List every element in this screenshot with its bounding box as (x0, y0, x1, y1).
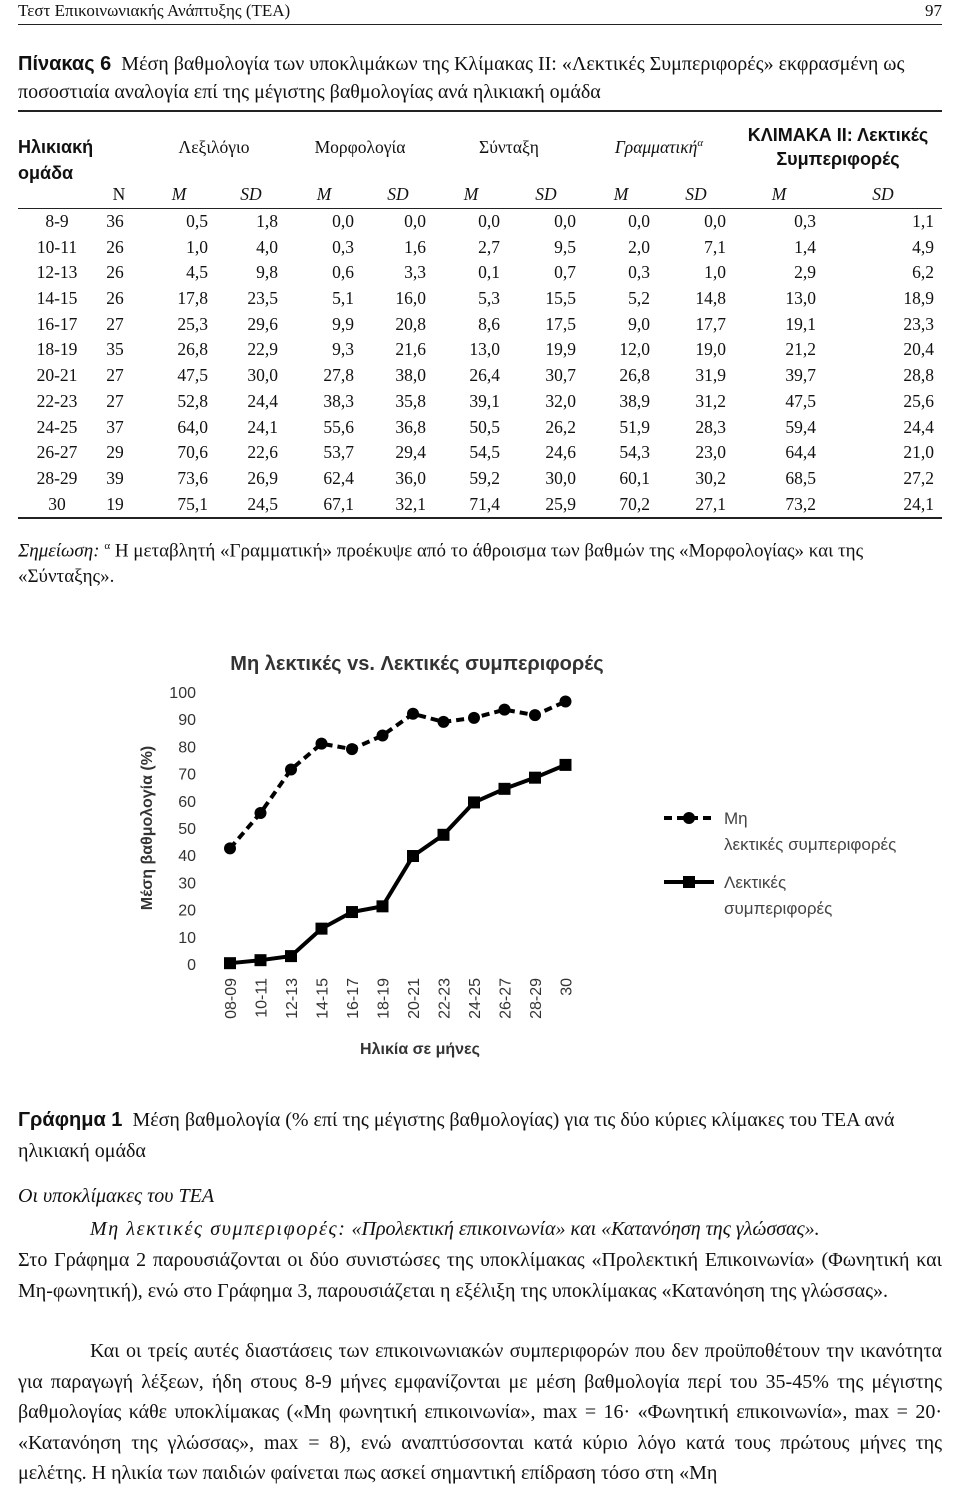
table-row: 18-19 35 26,8 22,9 9,3 21,6 13,0 19,9 12,0 19,0 21,2 20,4 (36, 339, 934, 360)
y-tick-label: 90 (178, 712, 196, 730)
y-tick-label: 10 (178, 929, 196, 947)
y-tick-label: 30 (178, 875, 196, 893)
table-row: 30 19 75,1 24,5 67,1 32,1 71,4 25,9 70,2 27,1 73,2 24,1 (18, 491, 942, 518)
line-chart (0, 640, 960, 1070)
legend-marker (683, 876, 695, 888)
table-row: 12-13 26 4,5 9,8 0,6 3,3 0,1 0,7 0,3 1,0 2,9 6,2 (36, 262, 934, 283)
x-tick-label: 18-19 (375, 978, 393, 1019)
y-tick-label: 0 (187, 957, 196, 974)
y-tick-label: 20 (178, 902, 196, 920)
subsection-line: Μη λεκτικές συμπεριφορές: «Προλεκτική επικοινωνία» και «Κατανόηση της γλώσσας». (18, 1214, 942, 1245)
group-header-grammar: Γραμματική$^\alpha$ (584, 111, 734, 182)
data-point (255, 954, 267, 966)
x-tick-label: 22-23 (436, 978, 454, 1019)
page-number: 97 (925, 1, 942, 20)
table-row: 26-27 29 70,6 22,6 53,7 29,4 54,5 24,6 54,3 23,0 64,4 21,0 (36, 442, 934, 463)
data-point (560, 759, 572, 771)
legend-marker (683, 812, 695, 824)
subheader-row: Ν M SD M SD M SD M SD M SD (18, 182, 942, 208)
section-heading: Οι υποκλίμακες του ΤΕΑ (18, 1185, 215, 1207)
data-point (377, 730, 389, 742)
group-header-morphology: Μορφολογία (286, 111, 434, 182)
x-tick-label: 08-09 (223, 978, 240, 1019)
figure-label: Γράφημα 1 (18, 1109, 123, 1131)
y-tick-label: 70 (178, 766, 196, 784)
table-row: 14-15 26 17,8 23,5 5,1 16,0 5,3 15,5 5,2 14,8 13,0 18,9 (36, 288, 934, 309)
y-tick-label: 40 (178, 848, 196, 866)
running-head (18, 0, 942, 25)
y-axis-label: Μέση βαθμολογία (%) (139, 745, 156, 911)
data-point (407, 850, 419, 862)
data-point (438, 716, 450, 728)
x-tick-label: 10-11 (253, 978, 271, 1018)
paragraph-2: Και οι τρείς αυτές διαστάσεις των επικοινωνιακών συμπεριφορών που δεν προϋποθέτουν την ικανότητα για παραγωγή λέξεων, ήδη στους 8-9 μήνες εμφανίζονται με μέση βαθμολογία περί του 35-45% της μέγιστης βαθμολογίας κάθε υποκλίμακας («Μη φωνητική επικοινωνία», max = 16· «Φωνητική επικοινωνία», max = 20· «Κατανόηση της γλώσσας», max = 8), ενώ αναπτύσσονται κατά κύριο λόγο κατά τους πρώτους μήνες της μελέτης. Η ηλικία των παιδιών φαίνεται πως ασκεί σημαντική επίδραση τόσο στη «Μη (18, 1340, 942, 1484)
data-point (468, 712, 480, 724)
x-tick-label: 30 (558, 978, 576, 996)
table-row: 20-21 27 47,5 30,0 27,8 38,0 26,4 30,7 26,8 31,9 39,7 28,8 (36, 365, 934, 386)
table-row: 24-25 37 64,0 24,1 55,6 36,8 50,5 26,2 51,9 28,3 59,4 24,4 (36, 416, 934, 437)
data-point (499, 783, 511, 795)
table-row: 10-11 26 1,0 4,0 0,3 1,6 2,7 9,5 2,0 7,1 1,4 4,9 (36, 236, 934, 257)
data-table (18, 110, 942, 519)
group-header-syntax: Σύνταξη (434, 111, 584, 182)
data-point (224, 842, 236, 854)
figure-caption (18, 1105, 942, 1167)
data-point (377, 900, 389, 912)
scale-header: ΚΛΙΜΑΚΑ ΙΙ: Λεκτικές Συμπεριφορές (734, 111, 942, 182)
paragraph-1: Στο Γράφημα 2 παρουσιάζονται οι δύο συνιστώσες της υποκλίμακας «Προλεκτική Επικοινωνία» (Φωνητική και Μη-φωνητική), ενώ στο Γράφημα 3, παρουσιάζεται η εξέλιξη της υποκλίμακας «Κατανόηση της γλώσσας». (18, 1249, 942, 1302)
table-row: 22-23 27 52,8 24,4 38,3 35,8 39,1 32,0 38,9 31,2 47,5 25,6 (36, 390, 934, 411)
data-point (560, 696, 572, 708)
x-axis-label: Ηλικία σε μήνες (360, 1041, 480, 1058)
data-point (529, 772, 541, 784)
legend-label: Μη λεκτικές συμπεριφορές (724, 809, 897, 854)
data-point (224, 957, 236, 969)
y-tick-label: 50 (178, 821, 196, 838)
figure-caption-text: Μέση βαθμολογία (% επί της μέγιστης βαθμολογίας) για τις δύο κύριες κλίμακες του ΤΕΑ ανά ηλικιακή ομάδα (18, 1109, 895, 1162)
y-tick-label: 80 (178, 739, 196, 757)
table-note: Σημείωση: $^\alpha$ Η μεταβλητή «Γραμματική» προέκυψε από το άθροισμα των βαθμών της «Μορφολογίας» και της «Σύνταξης». (18, 540, 864, 588)
data-point (346, 743, 358, 755)
running-head-title: Τεστ Επικοινωνιακής Ανάπτυξης (ΤΕΑ) (18, 1, 291, 20)
x-tick-label: 24-25 (467, 978, 484, 1019)
data-point (255, 807, 267, 819)
legend-label: Λεκτικές συμπεριφορές (724, 873, 833, 918)
x-tick-label: 12-13 (284, 978, 301, 1019)
x-tick-label: 26-27 (497, 978, 515, 1019)
group-header-lexicon: Λεξιλόγιο (142, 111, 286, 182)
data-point (407, 708, 419, 720)
table-label: Πίνακας 6 (18, 53, 112, 75)
data-point (499, 704, 511, 716)
age-group-header: Ηλικιακή ομάδα (18, 111, 96, 208)
x-tick-label: 16-17 (345, 978, 362, 1019)
x-tick-label: 20-21 (406, 978, 423, 1019)
y-tick-label: 60 (178, 793, 196, 811)
chart-title: Μη λεκτικές vs. Λεκτικές συμπεριφορές (230, 653, 604, 675)
x-tick-label: 28-29 (528, 978, 545, 1019)
data-point (438, 829, 450, 841)
series-line (230, 702, 566, 849)
table-row: 16-17 27 25,3 29,6 9,9 20,8 8,6 17,5 9,0 17,7 19,1 23,3 (36, 313, 934, 334)
data-point (316, 738, 328, 750)
table-row: 8-9 36 0,5 1,8 0,0 0,0 0,0 0,0 0,0 0,0 0,3 1,1 (45, 211, 934, 232)
data-point (346, 906, 358, 918)
table-row: 28-29 39 73,6 26,9 62,4 36,0 59,2 30,0 60,1 30,2 68,5 27,2 (36, 467, 934, 488)
subsection-heading: Μη λεκτικές συμπεριφορές: (90, 1218, 347, 1240)
data-point (285, 764, 297, 776)
table-caption (18, 50, 942, 106)
series-line (230, 765, 566, 963)
data-point (529, 709, 541, 721)
data-point (316, 923, 328, 935)
table-caption-text: Μέση βαθμολογία των υποκλιμάκων της Κλίμακας ΙΙ: «Λεκτικές Συμπεριφορές» εκφρασμένη ως ποσοστιαία αναλογία επί της μέγιστης βαθμολογίας ανά ηλικιακή ομάδα (18, 53, 905, 103)
y-tick-label: 100 (169, 685, 196, 702)
data-point (285, 950, 297, 962)
x-tick-label: 14-15 (314, 978, 332, 1019)
data-point (468, 796, 480, 808)
